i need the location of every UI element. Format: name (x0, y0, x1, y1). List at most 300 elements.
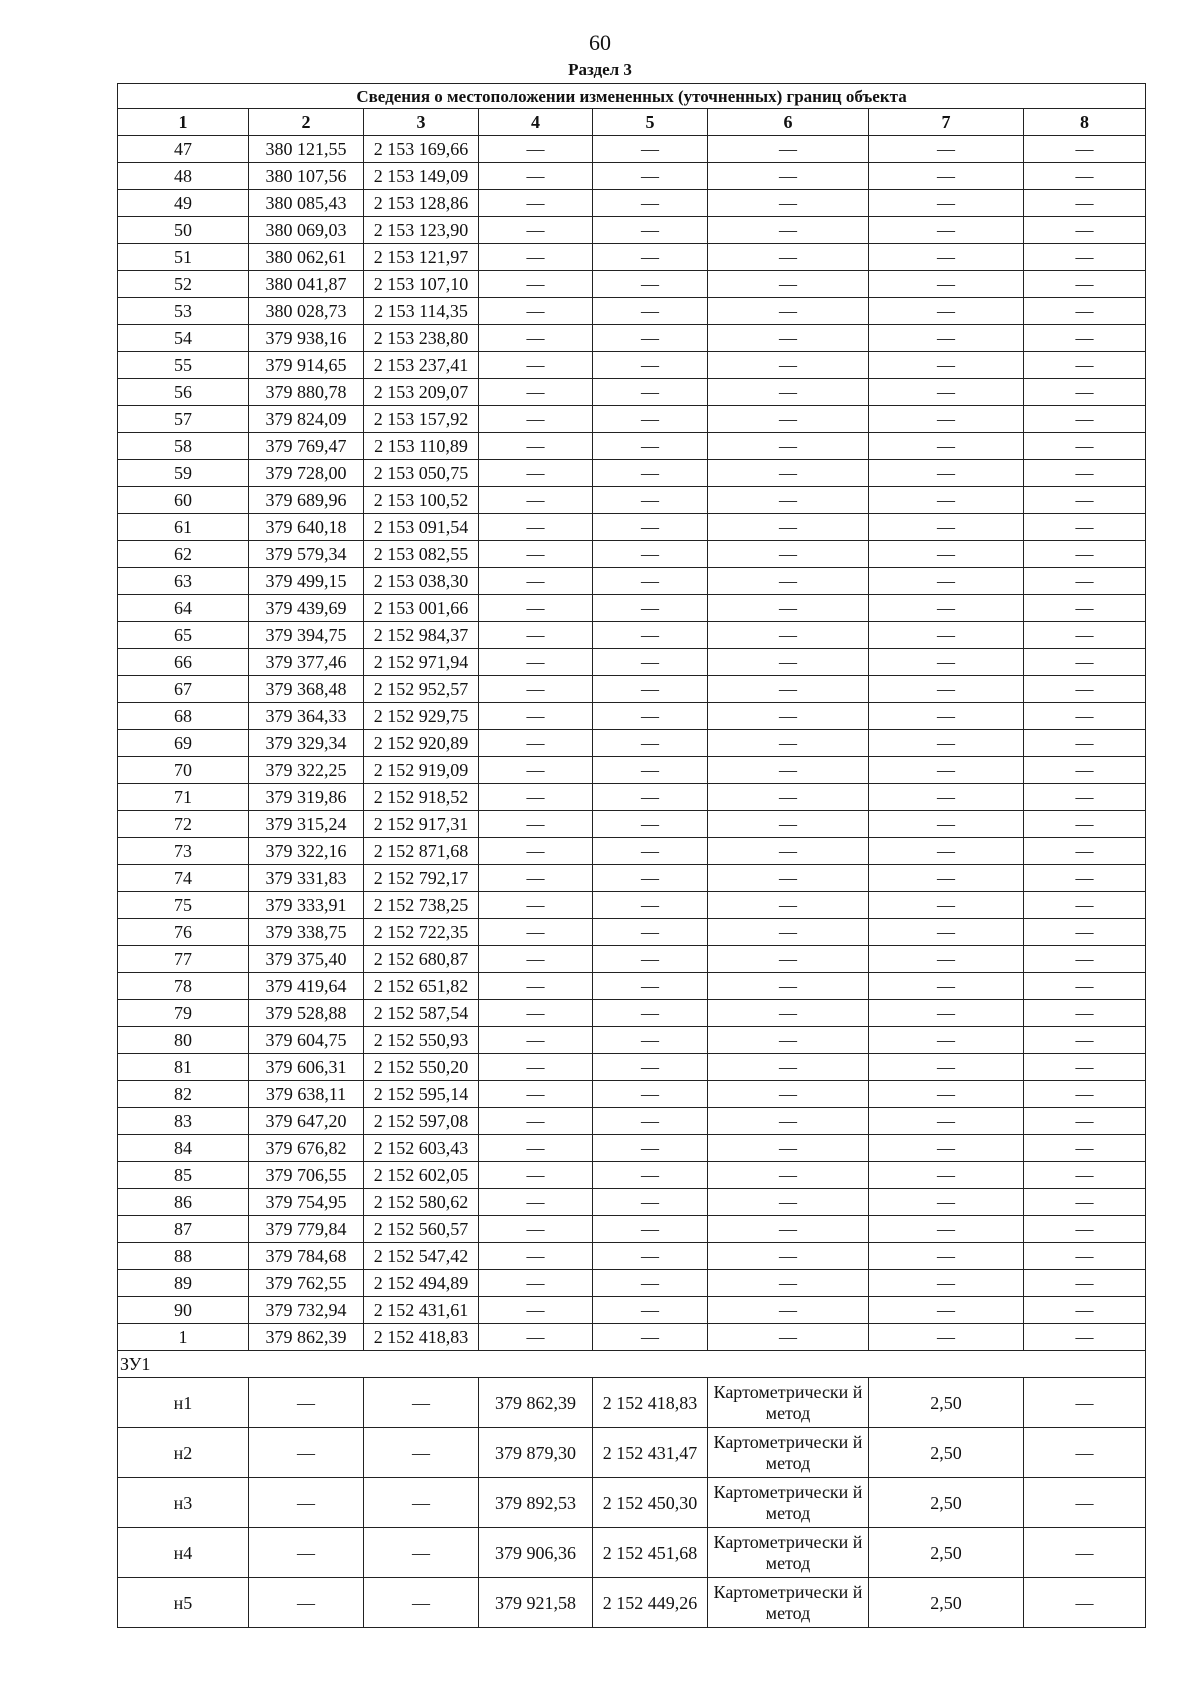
dash-cell: — (593, 352, 708, 379)
table-row (118, 379, 1146, 406)
dash-cell: — (869, 271, 1024, 298)
y-coordinate-cell: 2 152 550,93 (364, 1027, 479, 1054)
dash-cell: — (1024, 1297, 1146, 1324)
dash-cell: — (708, 1216, 869, 1243)
dash-cell: — (1024, 1216, 1146, 1243)
dash-cell: — (479, 487, 593, 514)
dash-cell: — (708, 1054, 869, 1081)
dash-cell: — (869, 568, 1024, 595)
x-coordinate-cell: 379 439,69 (249, 595, 364, 622)
dash-cell: — (869, 757, 1024, 784)
point-number-cell: 58 (118, 433, 249, 460)
dash-cell: — (708, 433, 869, 460)
dash-cell: — (1024, 379, 1146, 406)
dash-cell: — (708, 1000, 869, 1027)
dash-cell: — (708, 1189, 869, 1216)
point-number-cell: 64 (118, 595, 249, 622)
accuracy-cell: 2,50 (869, 1528, 1024, 1578)
dash-cell: — (593, 1027, 708, 1054)
accuracy-cell: 2,50 (869, 1428, 1024, 1478)
x-coordinate-cell: 379 892,53 (479, 1478, 593, 1528)
dash-cell: — (869, 298, 1024, 325)
table-row (118, 703, 1146, 730)
x-coordinate-cell: 380 085,43 (249, 190, 364, 217)
dash-cell: — (869, 1054, 1024, 1081)
x-coordinate-cell: 379 640,18 (249, 514, 364, 541)
dash-cell: — (593, 1162, 708, 1189)
dash-cell: — (479, 1000, 593, 1027)
dash-cell: — (1024, 649, 1146, 676)
dash-cell: — (708, 892, 869, 919)
table-row (118, 1378, 1146, 1428)
dash-cell: — (1024, 730, 1146, 757)
dash-cell: — (708, 460, 869, 487)
y-coordinate-cell: 2 153 082,55 (364, 541, 479, 568)
boundary-coordinates-table (117, 83, 1146, 1628)
dash-cell: — (593, 1054, 708, 1081)
dash-cell: — (479, 1054, 593, 1081)
dash-cell: — (708, 379, 869, 406)
dash-cell: — (479, 190, 593, 217)
point-number-cell: 76 (118, 919, 249, 946)
dash-cell: — (1024, 973, 1146, 1000)
y-coordinate-cell: 2 152 984,37 (364, 622, 479, 649)
dash-cell: — (869, 838, 1024, 865)
dash-cell: — (479, 1216, 593, 1243)
table-row (118, 1162, 1146, 1189)
dash-cell: — (364, 1378, 479, 1428)
dash-cell: — (1024, 271, 1146, 298)
dash-cell: — (869, 784, 1024, 811)
dash-cell: — (249, 1478, 364, 1528)
point-number-cell: 60 (118, 487, 249, 514)
dash-cell: — (869, 1135, 1024, 1162)
y-coordinate-cell: 2 152 952,57 (364, 676, 479, 703)
x-coordinate-cell: 379 315,24 (249, 811, 364, 838)
table-row (118, 244, 1146, 271)
table-row (118, 1243, 1146, 1270)
table-row (118, 136, 1146, 163)
dash-cell: — (708, 1027, 869, 1054)
y-coordinate-cell: 2 153 209,07 (364, 379, 479, 406)
dash-cell: — (708, 973, 869, 1000)
page-number: 60 (589, 30, 611, 55)
x-coordinate-cell: 379 676,82 (249, 1135, 364, 1162)
dash-cell: — (593, 271, 708, 298)
y-coordinate-cell: 2 152 550,20 (364, 1054, 479, 1081)
dash-cell: — (479, 865, 593, 892)
dash-cell: — (593, 487, 708, 514)
dash-cell: — (708, 649, 869, 676)
dash-cell: — (593, 838, 708, 865)
dash-cell: — (1024, 703, 1146, 730)
dash-cell: — (869, 244, 1024, 271)
dash-cell: — (869, 406, 1024, 433)
dash-cell: — (869, 865, 1024, 892)
dash-cell: — (1024, 325, 1146, 352)
dash-cell: — (593, 460, 708, 487)
dash-cell: — (708, 136, 869, 163)
method-cell: Картометрически й метод (708, 1378, 869, 1428)
dash-cell: — (708, 406, 869, 433)
dash-cell: — (869, 730, 1024, 757)
dash-cell: — (1024, 1189, 1146, 1216)
x-coordinate-cell: 379 906,36 (479, 1528, 593, 1578)
dash-cell: — (593, 1270, 708, 1297)
table-row (118, 1270, 1146, 1297)
table-row (118, 622, 1146, 649)
dash-cell: — (1024, 487, 1146, 514)
y-coordinate-cell: 2 153 237,41 (364, 352, 479, 379)
point-number-cell: 65 (118, 622, 249, 649)
dash-cell: — (479, 541, 593, 568)
dash-cell: — (1024, 676, 1146, 703)
dash-cell: — (1024, 1378, 1146, 1428)
dash-cell: — (1024, 1578, 1146, 1628)
x-coordinate-cell: 379 762,55 (249, 1270, 364, 1297)
x-coordinate-cell: 379 375,40 (249, 946, 364, 973)
y-coordinate-cell: 2 152 871,68 (364, 838, 479, 865)
table-row (118, 541, 1146, 568)
table-row (118, 460, 1146, 487)
dash-cell: — (1024, 460, 1146, 487)
x-coordinate-cell: 379 769,47 (249, 433, 364, 460)
dash-cell: — (708, 595, 869, 622)
dash-cell: — (1024, 1162, 1146, 1189)
dash-cell: — (479, 514, 593, 541)
dash-cell: — (249, 1528, 364, 1578)
dash-cell: — (708, 1324, 869, 1351)
point-number-cell: 57 (118, 406, 249, 433)
y-coordinate-cell: 2 153 001,66 (364, 595, 479, 622)
y-coordinate-cell: 2 152 449,26 (593, 1578, 708, 1628)
dash-cell: — (708, 919, 869, 946)
dash-cell: — (869, 1270, 1024, 1297)
y-coordinate-cell: 2 153 038,30 (364, 568, 479, 595)
point-number-cell: 90 (118, 1297, 249, 1324)
dash-cell: — (479, 568, 593, 595)
dash-cell: — (708, 1081, 869, 1108)
dash-cell: — (479, 703, 593, 730)
dash-cell: — (1024, 595, 1146, 622)
dash-cell: — (479, 1189, 593, 1216)
point-number-cell: 74 (118, 865, 249, 892)
dash-cell: — (708, 1297, 869, 1324)
dash-cell: — (593, 136, 708, 163)
table-row (118, 487, 1146, 514)
table-row (118, 1108, 1146, 1135)
dash-cell: — (479, 757, 593, 784)
table-row (118, 1478, 1146, 1528)
dash-cell: — (1024, 1528, 1146, 1578)
column-number-header: 2 (249, 109, 364, 136)
x-coordinate-cell: 379 528,88 (249, 1000, 364, 1027)
column-number-header: 3 (364, 109, 479, 136)
dash-cell: — (479, 325, 593, 352)
dash-cell: — (1024, 433, 1146, 460)
zu-label: ЗУ1 (118, 1351, 1146, 1378)
table-row (118, 676, 1146, 703)
dash-cell: — (479, 433, 593, 460)
dash-cell: — (708, 568, 869, 595)
dash-cell: — (708, 622, 869, 649)
dash-cell: — (708, 487, 869, 514)
x-coordinate-cell: 379 689,96 (249, 487, 364, 514)
dash-cell: — (479, 271, 593, 298)
column-number-header: 8 (1024, 109, 1146, 136)
dash-cell: — (593, 433, 708, 460)
dash-cell: — (479, 1297, 593, 1324)
point-number-cell: 59 (118, 460, 249, 487)
table-row (118, 325, 1146, 352)
y-coordinate-cell: 2 153 128,86 (364, 190, 479, 217)
dash-cell: — (708, 271, 869, 298)
y-coordinate-cell: 2 152 597,08 (364, 1108, 479, 1135)
dash-cell: — (1024, 865, 1146, 892)
y-coordinate-cell: 2 153 100,52 (364, 487, 479, 514)
dash-cell: — (869, 460, 1024, 487)
point-number-cell: 78 (118, 973, 249, 1000)
dash-cell: — (869, 622, 1024, 649)
table-row (118, 730, 1146, 757)
dash-cell: — (869, 1027, 1024, 1054)
dash-cell: — (593, 1243, 708, 1270)
y-coordinate-cell: 2 153 123,90 (364, 217, 479, 244)
table-row (118, 838, 1146, 865)
y-coordinate-cell: 2 152 738,25 (364, 892, 479, 919)
dash-cell: — (869, 919, 1024, 946)
column-number-header: 7 (869, 109, 1024, 136)
method-cell: Картометрически й метод (708, 1428, 869, 1478)
dash-cell: — (593, 676, 708, 703)
dash-cell: — (593, 325, 708, 352)
dash-cell: — (364, 1478, 479, 1528)
dash-cell: — (1024, 568, 1146, 595)
dash-cell: — (479, 244, 593, 271)
table-row (118, 406, 1146, 433)
dash-cell: — (869, 379, 1024, 406)
dash-cell: — (479, 1108, 593, 1135)
dash-cell: — (869, 946, 1024, 973)
point-number-cell: 85 (118, 1162, 249, 1189)
dash-cell: — (869, 1081, 1024, 1108)
dash-cell: — (1024, 757, 1146, 784)
dash-cell: — (593, 1135, 708, 1162)
dash-cell: — (869, 136, 1024, 163)
point-number-cell: 49 (118, 190, 249, 217)
dash-cell: — (479, 1270, 593, 1297)
y-coordinate-cell: 2 153 110,89 (364, 433, 479, 460)
table-row (118, 514, 1146, 541)
dash-cell: — (1024, 541, 1146, 568)
x-coordinate-cell: 379 784,68 (249, 1243, 364, 1270)
dash-cell: — (869, 595, 1024, 622)
dash-cell: — (708, 703, 869, 730)
y-coordinate-cell: 2 152 587,54 (364, 1000, 479, 1027)
dash-cell: — (869, 811, 1024, 838)
y-coordinate-cell: 2 152 920,89 (364, 730, 479, 757)
dash-cell: — (708, 1270, 869, 1297)
y-coordinate-cell: 2 152 919,09 (364, 757, 479, 784)
dash-cell: — (593, 946, 708, 973)
dash-cell: — (1024, 946, 1146, 973)
x-coordinate-cell: 379 322,25 (249, 757, 364, 784)
point-number-cell: 87 (118, 1216, 249, 1243)
dash-cell: — (593, 163, 708, 190)
dash-cell: — (593, 541, 708, 568)
y-coordinate-cell: 2 152 547,42 (364, 1243, 479, 1270)
dash-cell: — (869, 514, 1024, 541)
table-row (118, 919, 1146, 946)
dash-cell: — (364, 1578, 479, 1628)
dash-cell: — (593, 190, 708, 217)
dash-cell: — (869, 676, 1024, 703)
point-number-cell: 75 (118, 892, 249, 919)
point-number-cell: 56 (118, 379, 249, 406)
dash-cell: — (708, 244, 869, 271)
point-number-cell: 79 (118, 1000, 249, 1027)
y-coordinate-cell: 2 152 418,83 (364, 1324, 479, 1351)
dash-cell: — (593, 1324, 708, 1351)
dash-cell: — (1024, 1108, 1146, 1135)
dash-cell: — (869, 1324, 1024, 1351)
dash-cell: — (479, 406, 593, 433)
x-coordinate-cell: 380 069,03 (249, 217, 364, 244)
table-row (118, 649, 1146, 676)
zu1-section (118, 1351, 1146, 1628)
dash-cell: — (869, 217, 1024, 244)
table-row (118, 163, 1146, 190)
dash-cell: — (708, 757, 869, 784)
dash-cell: — (1024, 1243, 1146, 1270)
y-coordinate-cell: 2 152 451,68 (593, 1528, 708, 1578)
table-row (118, 973, 1146, 1000)
dash-cell: — (708, 676, 869, 703)
dash-cell: — (479, 595, 593, 622)
dash-cell: — (593, 1081, 708, 1108)
dash-cell: — (708, 1135, 869, 1162)
dash-cell: — (1024, 352, 1146, 379)
point-number-cell: 55 (118, 352, 249, 379)
y-coordinate-cell: 2 153 107,10 (364, 271, 479, 298)
dash-cell: — (708, 352, 869, 379)
dash-cell: — (479, 784, 593, 811)
dash-cell: — (479, 973, 593, 1000)
dash-cell: — (708, 190, 869, 217)
y-coordinate-cell: 2 152 431,47 (593, 1428, 708, 1478)
dash-cell: — (364, 1528, 479, 1578)
dash-cell: — (1024, 1270, 1146, 1297)
accuracy-cell: 2,50 (869, 1378, 1024, 1428)
column-number-header: 4 (479, 109, 593, 136)
x-coordinate-cell: 379 879,30 (479, 1428, 593, 1478)
dash-cell: — (593, 514, 708, 541)
dash-cell: — (869, 1216, 1024, 1243)
table-row (118, 271, 1146, 298)
dash-cell: — (1024, 1027, 1146, 1054)
dash-cell: — (479, 1162, 593, 1189)
dash-cell: — (479, 676, 593, 703)
dash-cell: — (1024, 1081, 1146, 1108)
dash-cell: — (479, 1135, 593, 1162)
point-number-cell: 86 (118, 1189, 249, 1216)
dash-cell: — (869, 892, 1024, 919)
dash-cell: — (869, 1108, 1024, 1135)
table-row (118, 1297, 1146, 1324)
y-coordinate-cell: 2 152 929,75 (364, 703, 479, 730)
x-coordinate-cell: 379 862,39 (479, 1378, 593, 1428)
column-number-header: 6 (708, 109, 869, 136)
table-row (118, 1135, 1146, 1162)
point-number-cell: 69 (118, 730, 249, 757)
dash-cell: — (1024, 811, 1146, 838)
point-number-cell: 77 (118, 946, 249, 973)
point-number-cell: 83 (118, 1108, 249, 1135)
y-coordinate-cell: 2 152 580,62 (364, 1189, 479, 1216)
dash-cell: — (1024, 514, 1146, 541)
x-coordinate-cell: 379 377,46 (249, 649, 364, 676)
dash-cell: — (869, 163, 1024, 190)
x-coordinate-cell: 379 938,16 (249, 325, 364, 352)
table-row (118, 298, 1146, 325)
dash-cell: — (869, 1189, 1024, 1216)
dash-cell: — (593, 649, 708, 676)
point-number-cell: н4 (118, 1528, 249, 1578)
y-coordinate-cell: 2 152 603,43 (364, 1135, 479, 1162)
dash-cell: — (869, 703, 1024, 730)
y-coordinate-cell: 2 152 431,61 (364, 1297, 479, 1324)
dash-cell: — (1024, 163, 1146, 190)
point-number-cell: 48 (118, 163, 249, 190)
point-number-cell: 88 (118, 1243, 249, 1270)
dash-cell: — (1024, 136, 1146, 163)
x-coordinate-cell: 379 338,75 (249, 919, 364, 946)
point-number-cell: 50 (118, 217, 249, 244)
dash-cell: — (708, 298, 869, 325)
dash-cell: — (593, 973, 708, 1000)
dash-cell: — (869, 649, 1024, 676)
dash-cell: — (593, 622, 708, 649)
point-number-cell: 63 (118, 568, 249, 595)
dash-cell: — (479, 649, 593, 676)
table-row (118, 1216, 1146, 1243)
dash-cell: — (708, 325, 869, 352)
table-row (118, 865, 1146, 892)
dash-cell: — (708, 514, 869, 541)
point-number-cell: 72 (118, 811, 249, 838)
point-number-cell: 1 (118, 1324, 249, 1351)
dash-cell: — (1024, 298, 1146, 325)
dash-cell: — (708, 784, 869, 811)
x-coordinate-cell: 379 499,15 (249, 568, 364, 595)
table-row (118, 1081, 1146, 1108)
dash-cell: — (708, 946, 869, 973)
dash-cell: — (249, 1428, 364, 1478)
x-coordinate-cell: 380 121,55 (249, 136, 364, 163)
point-number-cell: 66 (118, 649, 249, 676)
dash-cell: — (479, 1081, 593, 1108)
dash-cell: — (593, 1189, 708, 1216)
y-coordinate-cell: 2 153 091,54 (364, 514, 479, 541)
point-number-cell: 61 (118, 514, 249, 541)
table-row (118, 1428, 1146, 1478)
section-label: Раздел 3 (568, 60, 632, 79)
x-coordinate-cell: 379 368,48 (249, 676, 364, 703)
table-row (118, 1189, 1146, 1216)
x-coordinate-cell: 379 331,83 (249, 865, 364, 892)
dash-cell: — (869, 1243, 1024, 1270)
dash-cell: — (593, 757, 708, 784)
